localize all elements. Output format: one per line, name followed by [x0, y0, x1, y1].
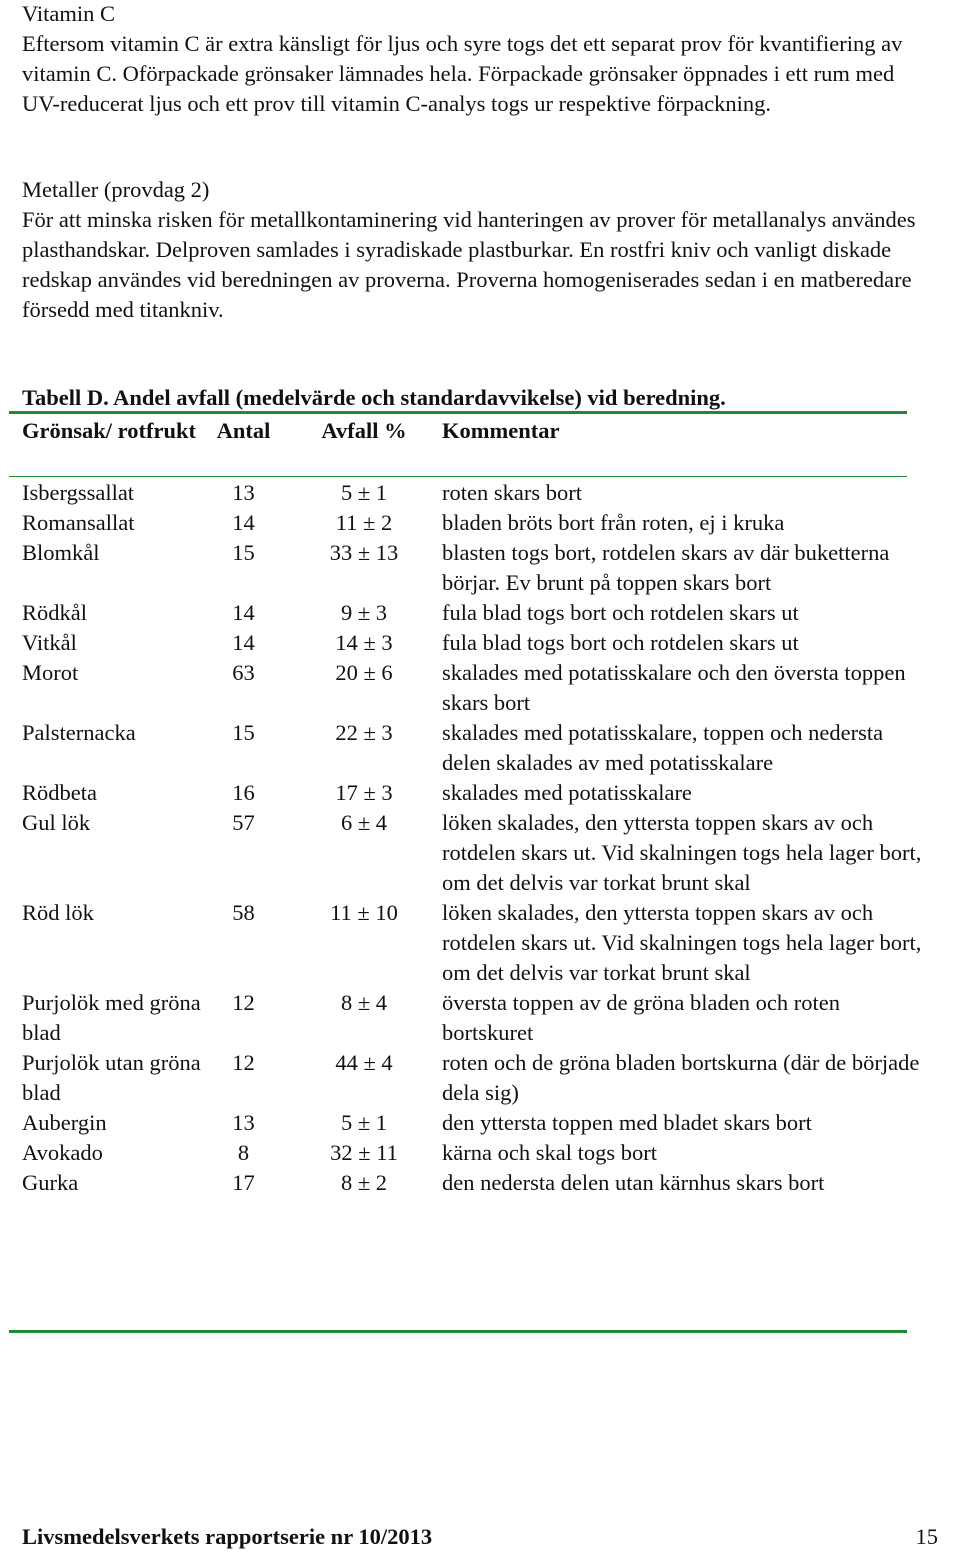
cell-comment: blasten togs bort, rotdelen skars av där buketterna börjar. Ev brunt på toppen skars bort	[442, 540, 890, 595]
cell-waste: 6 ± 4	[340, 810, 388, 835]
cell-vegetable: Purjolök med gröna blad	[22, 990, 201, 1045]
table-row	[9, 1108, 922, 1138]
cell-comment: löken skalades, den yttersta toppen skars av och rotdelen skars ut. Vid skalningen togs hela lager bort, om det delvis var torkat brunt skal	[442, 900, 922, 985]
cell-vegetable: Rödbeta	[22, 780, 97, 805]
cell-waste: 8 ± 4	[340, 990, 388, 1015]
cell-waste: 44 ± 4	[335, 1050, 393, 1075]
table-row	[9, 508, 922, 538]
cell-count: 16	[232, 780, 255, 805]
metaller-body: För att minska risken för metallkontaminering vid hanteringen av prover för metallanalys användes plasthandskar. Delproven samlades i syradiskade plastburkar. En rostfri kniv och vanligt diskade redskap användes vid beredningen av proverna. Proverna homogeniserades sedan i en matberedare försedd med titankniv.	[22, 207, 916, 322]
table-row	[9, 658, 922, 718]
vitamin-c-body: Eftersom vitamin C är extra känsligt för ljus och syre togs det ett separat prov för kvantifiering av vitamin C. Oförpackade grönsaker lämnades hela. Förpackade grönsaker öppnades i ett rum med UV-reducerat ljus och ett prov till vitamin C-analys togs ur respektive förpackning.	[22, 31, 903, 116]
cell-waste: 11 ± 10	[330, 900, 398, 925]
vitamin-c-heading: Vitamin C	[22, 1, 116, 26]
table-row	[9, 898, 922, 988]
cell-vegetable: Röd lök	[22, 900, 94, 925]
cell-comment: skalades med potatisskalare	[442, 780, 692, 805]
table-row	[9, 718, 922, 778]
cell-waste: 33 ± 13	[329, 540, 399, 565]
cell-count: 12	[232, 990, 255, 1015]
cell-count: 14	[232, 510, 255, 535]
cell-comment: kärna och skal togs bort	[442, 1140, 657, 1165]
cell-count: 13	[232, 480, 255, 505]
cell-waste: 14 ± 3	[335, 630, 393, 655]
metaller-section	[22, 175, 932, 325]
table-row	[9, 628, 922, 658]
cell-waste: 8 ± 2	[340, 1170, 388, 1195]
cell-waste: 22 ± 3	[335, 720, 393, 745]
cell-vegetable: Morot	[22, 660, 79, 685]
cell-count: 63	[232, 660, 255, 685]
header-count: Antal	[216, 418, 271, 443]
cell-comment: fula blad togs bort och rotdelen skars ut	[442, 630, 799, 655]
vitamin-c-section	[22, 0, 932, 119]
cell-vegetable: Purjolök utan gröna blad	[22, 1050, 201, 1105]
cell-vegetable: Gul lök	[22, 810, 91, 835]
table-row	[9, 476, 922, 508]
header-comment: Kommentar	[442, 418, 560, 443]
cell-count: 58	[232, 900, 255, 925]
cell-count: 15	[232, 720, 255, 745]
cell-vegetable: Vitkål	[22, 630, 77, 655]
cell-vegetable: Avokado	[22, 1140, 103, 1165]
cell-comment: fula blad togs bort och rotdelen skars ut	[442, 600, 799, 625]
cell-count: 13	[232, 1110, 255, 1135]
table-row	[9, 1168, 922, 1198]
cell-comment: skalades med potatisskalare och den översta toppen skars bort	[442, 660, 906, 715]
cell-count: 15	[232, 540, 255, 565]
cell-comment: bladen bröts bort från roten, ej i kruka	[442, 510, 785, 535]
cell-comment: den yttersta toppen med bladet skars bort	[442, 1110, 812, 1135]
cell-count: 14	[232, 600, 255, 625]
cell-waste: 20 ± 6	[335, 660, 393, 685]
cell-comment: översta toppen av de gröna bladen och roten bortskuret	[442, 990, 840, 1045]
cell-waste: 5 ± 1	[340, 480, 388, 505]
table-header-row	[9, 416, 922, 476]
table-row	[9, 778, 922, 808]
header-vegetable: Grönsak/ rotfrukt	[22, 418, 196, 443]
table-caption: Tabell D. Andel avfall (medelvärde och standardavvikelse) vid beredning.	[22, 385, 726, 410]
cell-count: 14	[232, 630, 255, 655]
cell-vegetable: Rödkål	[22, 600, 87, 625]
table-row	[9, 1138, 922, 1168]
cell-waste: 17 ± 3	[335, 780, 393, 805]
table-row	[9, 538, 922, 598]
cell-count: 12	[232, 1050, 255, 1075]
metaller-heading: Metaller (provdag 2)	[22, 177, 210, 202]
cell-vegetable: Isbergssallat	[22, 480, 135, 505]
table-row	[9, 1048, 922, 1108]
cell-comment: den nedersta delen utan kärnhus skars bort	[442, 1170, 825, 1195]
cell-count: 8	[237, 1140, 250, 1165]
table-row	[9, 988, 922, 1048]
cell-waste: 11 ± 2	[335, 510, 393, 535]
cell-waste: 9 ± 3	[340, 600, 388, 625]
table-body	[9, 476, 922, 1198]
cell-vegetable: Blomkål	[22, 540, 100, 565]
table-top-rule	[9, 411, 907, 414]
cell-count: 57	[232, 810, 255, 835]
table-bottom-rule	[9, 1330, 907, 1333]
table-row	[9, 808, 922, 898]
cell-vegetable: Gurka	[22, 1170, 79, 1195]
cell-count: 17	[232, 1170, 255, 1195]
cell-vegetable: Aubergin	[22, 1110, 107, 1135]
page-number: 15	[915, 1524, 938, 1549]
report-series: Livsmedelsverkets rapportserie nr 10/2013	[22, 1524, 433, 1549]
cell-comment: skalades med potatisskalare, toppen och nedersta delen skalades av med potatisskalare	[442, 720, 884, 775]
table-row	[9, 598, 922, 628]
cell-vegetable: Palsternacka	[22, 720, 136, 745]
header-waste: Avfall %	[321, 418, 407, 443]
cell-waste: 32 ± 11	[330, 1140, 398, 1165]
cell-comment: roten och de gröna bladen bortskurna (där de började dela sig)	[442, 1050, 920, 1105]
cell-vegetable: Romansallat	[22, 510, 135, 535]
cell-comment: roten skars bort	[442, 480, 582, 505]
cell-comment: löken skalades, den yttersta toppen skars av och rotdelen skars ut. Vid skalningen togs hela lager bort, om det delvis var torkat brunt skal	[442, 810, 922, 895]
cell-waste: 5 ± 1	[340, 1110, 388, 1135]
waste-table	[9, 416, 922, 1198]
